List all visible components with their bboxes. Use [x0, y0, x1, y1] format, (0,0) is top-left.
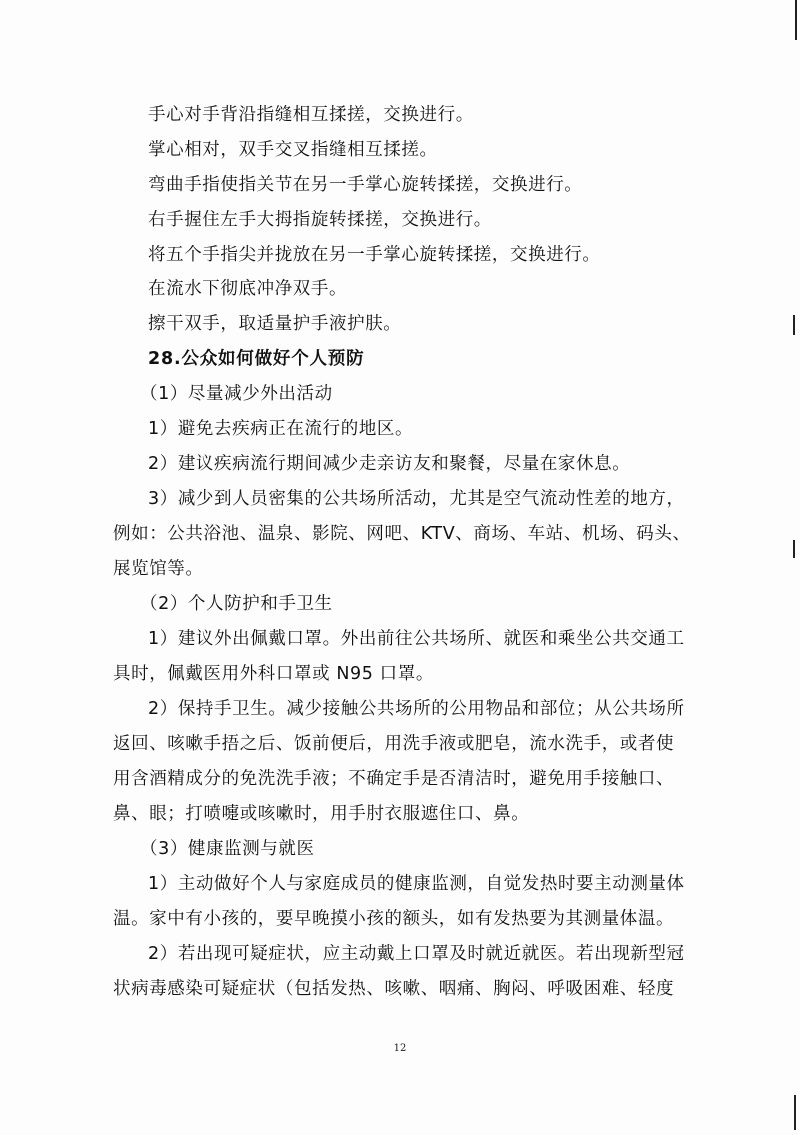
text-line: 掌心相对，双手交叉指缝相互揉搓。	[148, 140, 438, 160]
subsection-title: （3）健康监测与就医	[140, 839, 315, 859]
list-item-continuation: 返回、咳嗽手捂之后、饭前便后，用洗手液或肥皂，流水洗手，或者使	[113, 734, 675, 754]
list-item: 2）若出现可疑症状，应主动戴上口罩及时就近就医。若出现新型冠	[148, 944, 685, 964]
list-item-continuation: 例如：公共浴池、温泉、影院、网吧、KTV、商场、车站、机场、码头、	[113, 524, 691, 544]
subsection-title: （1）尽量减少外出活动	[140, 384, 333, 404]
text-line: 在流水下彻底冲净双手。	[148, 279, 348, 299]
text-line: 擦干双手，取适量护手液护肤。	[148, 314, 402, 334]
subsection-title: （2）个人防护和手卫生	[140, 594, 333, 614]
list-item-continuation: 鼻、眼；打喷嚏或咳嗽时，用手肘衣服遮住口、鼻。	[113, 804, 530, 824]
scan-edge-mark	[793, 540, 795, 558]
list-item: 1）建议外出佩戴口罩。外出前往公共场所、就医和乘坐公共交通工	[148, 629, 685, 649]
list-item: 3）减少到人员密集的公共场所活动，尤其是空气流动性差的地方，	[148, 489, 685, 509]
scan-edge-mark	[795, 0, 797, 40]
list-item: 2）建议疾病流行期间减少走亲访友和聚餐，尽量在家休息。	[148, 454, 631, 474]
list-item: 1）避免去疾病正在流行的地区。	[148, 419, 414, 439]
list-item: 2）保持手卫生。减少接触公共场所的公用物品和部位；从公共场所	[148, 699, 685, 719]
list-item: 1）主动做好个人与家庭成员的健康监测，自觉发热时要主动测量体	[148, 874, 685, 894]
list-item-continuation: 具时，佩戴医用外科口罩或 N95 口罩。	[113, 664, 434, 684]
text-line: 将五个手指尖并拢放在另一手掌心旋转揉搓，交换进行。	[148, 245, 601, 265]
text-line: 手心对手背沿指缝相互揉搓，交换进行。	[148, 105, 474, 125]
text-line: 弯曲手指使指关节在另一手掌心旋转揉搓，交换进行。	[148, 175, 583, 195]
list-item-continuation: 状病毒感染可疑症状（包括发热、咳嗽、咽痛、胸闷、呼吸困难、轻度	[113, 979, 675, 999]
text-line: 右手握住左手大拇指旋转揉搓，交换进行。	[148, 210, 492, 230]
page-number: 12	[393, 1043, 407, 1054]
section-heading: 28.公众如何做好个人预防	[148, 349, 365, 369]
scan-edge-mark	[794, 1095, 796, 1130]
list-item-continuation: 温。家中有小孩的，要早晚摸小孩的额头，如有发热要为其测量体温。	[113, 909, 675, 929]
list-item-continuation: 展览馆等。	[113, 559, 204, 579]
list-item-continuation: 用含酒精成分的免洗洗手液；不确定手是否清洁时，避免用手接触口、	[113, 769, 675, 789]
scan-edge-mark	[793, 315, 795, 335]
